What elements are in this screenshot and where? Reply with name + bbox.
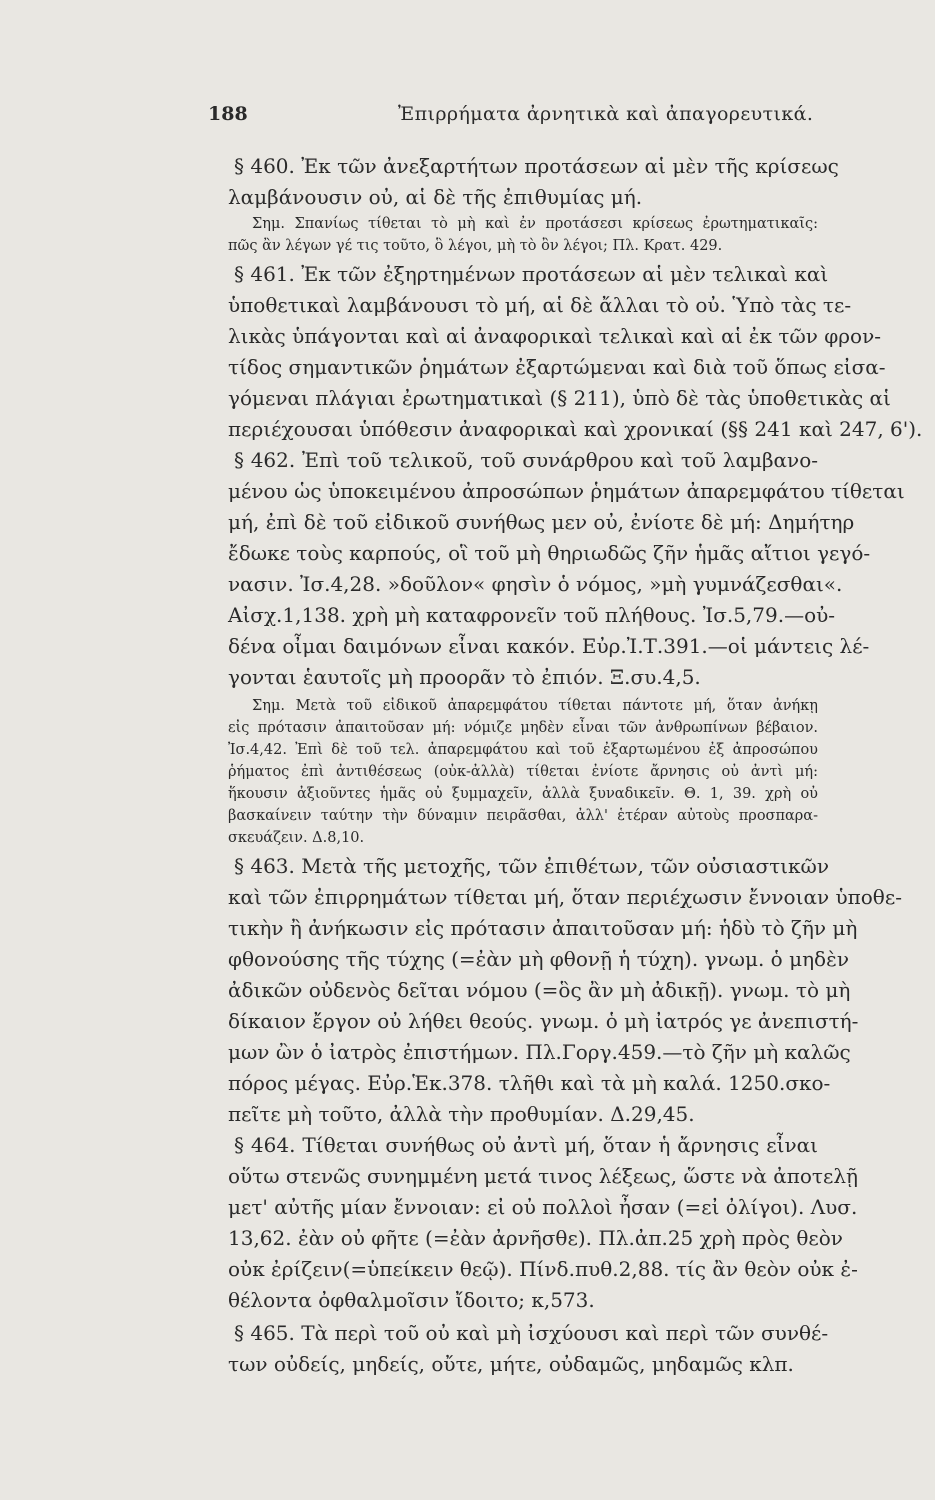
text-line: γονται ἑαυτοῖς μὴ προορᾶν τὸ ἐπιόν. Ξ.συ.4,5. bbox=[228, 665, 701, 689]
text-line: § 465. Τὰ περὶ τοῦ οὐ καὶ μὴ ἰσχύουσι καὶ περὶ τῶν συνθέ- bbox=[234, 1321, 829, 1345]
text-line: πεῖτε μὴ τοῦτο, ἀλλὰ τὴν προθυμίαν. Δ.29,45. bbox=[228, 1102, 695, 1126]
text-line: οὕτω στενῶς συνημμένη μετά τινος λέξεως, ὥστε νὰ ἀποτελῇ bbox=[228, 1164, 858, 1188]
text-line: § 460. Ἐκ τῶν ἀνεξαρτήτων προτάσεων αἱ μὲν τῆς κρίσεως bbox=[234, 154, 839, 178]
text-line: δένα οἶμαι δαιμόνων εἶναι κακόν. Εὐρ.Ἰ.Τ.391.—οἱ μάντεις λέ- bbox=[228, 634, 870, 658]
text-line: § 462. Ἐπὶ τοῦ τελικοῦ, τοῦ συνάρθρου καὶ τοῦ λαμβανο- bbox=[234, 448, 818, 472]
note-line: Ἰσ.4,42. Ἐπὶ δὲ τοῦ τελ. ἀπαρεμφάτου καὶ τοῦ ἐξαρτωμένου ἐξ ἀπροσώπου bbox=[228, 742, 818, 758]
text-line: γόμεναι πλάγιαι ἐρωτηματικαὶ (§ 211), ὑπὸ δὲ τὰς ὑποθετικὰς αἱ bbox=[228, 386, 891, 410]
running-title: Ἐπιρρήματα ἀρνητικὰ καὶ ἀπαγορευτικά. bbox=[398, 103, 814, 125]
text-line: § 461. Ἐκ τῶν ἐξηρτημένων προτάσεων αἱ μὲν τελικαὶ καὶ bbox=[234, 262, 829, 286]
text-line: μή, ἐπὶ δὲ τοῦ εἰδικοῦ συνήθως μεν οὐ, ἐνίοτε δὲ μή: Δημήτηρ bbox=[228, 510, 855, 534]
text-line: Αἰσχ.1,138. χρὴ μὴ καταφρονεῖν τοῦ πλήθους. Ἰσ.5,79.—οὐ- bbox=[228, 603, 836, 627]
page-number: 188 bbox=[208, 103, 248, 125]
note-line: ἥκουσιν ἀξιοῦντες ἡμᾶς οὐ ξυμμαχεῖν, ἀλλὰ ξυναδικεῖν. Θ. 1, 39. χρὴ οὐ bbox=[228, 786, 818, 802]
text-line: τικὴν ἢ ἀνήκωσιν εἰς πρότασιν ἀπαιτοῦσαν μή: ἡδὺ τὸ ζῆν μὴ bbox=[228, 916, 858, 940]
note-line: Σημ. Μετὰ τοῦ εἰδικοῦ ἀπαρεμφάτου τίθεται πάντοτε μή, ὅταν ἀνήκῃ bbox=[252, 698, 818, 714]
note-line: πῶς ἂν λέγων γέ τις τοῦτο, ὃ λέγοι, μὴ τὸ ὂν λέγοι; Πλ. Κρατ. 429. bbox=[228, 238, 723, 254]
text-line: φθονούσης τῆς τύχης (=ἐὰν μὴ φθονῇ ἡ τύχη). γνωμ. ὁ μηδὲν bbox=[228, 947, 849, 971]
text-line: πόρος μέγας. Εὐρ.Ἑκ.378. τλῆθι καὶ τὰ μὴ καλά. 1250.σκο- bbox=[228, 1071, 831, 1095]
text-line: λαμβάνουσιν οὐ, αἱ δὲ τῆς ἐπιθυμίας μή. bbox=[228, 185, 643, 209]
text-line: 13,62. ἐὰν οὐ φῆτε (=ἐὰν ἀρνῆσθε). Πλ.ἀπ.25 χρὴ πρὸς θεὸν bbox=[228, 1226, 843, 1250]
note-line: Σημ. Σπανίως τίθεται τὸ μὴ καὶ ἐν προτάσεσι κρίσεως ἐρωτηματικαῖς: bbox=[252, 216, 818, 232]
text-line: λικὰς ὑπάγονται καὶ αἱ ἀναφορικαὶ τελικαὶ καὶ αἱ ἐκ τῶν φρον- bbox=[228, 324, 881, 348]
text-line: μένου ὡς ὑποκειμένου ἀπροσώπων ῥημάτων ἀπαρεμφάτου τίθεται bbox=[228, 479, 905, 503]
text-line: δίκαιον ἔργον οὐ λήθει θεούς. γνωμ. ὁ μὴ ἰατρός γε ἀνεπιστή- bbox=[228, 1009, 859, 1033]
text-line: των οὐδείς, μηδείς, οὔτε, μήτε, οὐδαμῶς, μηδαμῶς κλπ. bbox=[228, 1352, 794, 1376]
text-line: νασιν. Ἰσ.4,28. »δοῦλον« φησὶν ὁ νόμος, »μὴ γυμνάζεσθαι«. bbox=[228, 572, 843, 596]
note-line: βασκαίνειν ταύτην τὴν δύναμιν πειρᾶσθαι, ἀλλ' ἑτέραν αὐτοὺς προσπαρα- bbox=[228, 808, 818, 824]
text-line: οὐκ ἐρίζειν(=ὑπείκειν θεῷ). Πίνδ.πυθ.2,88. τίς ἂν θεὸν οὐκ ἐ- bbox=[228, 1257, 858, 1281]
text-line: καὶ τῶν ἐπιρρημάτων τίθεται μή, ὅταν περιέχωσιν ἔννοιαν ὑποθε- bbox=[228, 885, 902, 909]
text-line: § 463. Μετὰ τῆς μετοχῆς, τῶν ἐπιθέτων, τῶν οὐσιαστικῶν bbox=[234, 854, 829, 878]
page-header bbox=[208, 103, 818, 133]
text-line: θέλοντα ὀφθαλμοῖσιν ἴδοιτο; κ,573. bbox=[228, 1288, 595, 1312]
note-line: εἰς πρότασιν ἀπαιτοῦσαν μή: νόμιζε μηδὲν εἶναι τῶν ἀνθρωπίνων βέβαιον. bbox=[228, 720, 818, 736]
text-line: μων ὢν ὁ ἰατρὸς ἐπιστήμων. Πλ.Γοργ.459.—τὸ ζῆν μὴ καλῶς bbox=[228, 1040, 851, 1064]
text-line: μετ' αὐτῆς μίαν ἔννοιαν: εἰ οὐ πολλοὶ ἦσαν (=εἰ ὀλίγοι). Λυσ. bbox=[228, 1195, 858, 1219]
text-line: ἀδικῶν οὐδενὸς δεῖται νόμου (=ὃς ἂν μὴ ἀδικῇ). γνωμ. τὸ μὴ bbox=[228, 978, 851, 1002]
note-line: σκευάζειν. Δ.8,10. bbox=[228, 830, 365, 846]
text-line: τίδος σημαντικῶν ῥημάτων ἐξαρτώμεναι καὶ διὰ τοῦ ὅπως εἰσα- bbox=[228, 355, 886, 379]
text-line: περιέχουσαι ὑπόθεσιν ἀναφορικαὶ καὶ χρονικαί (§§ 241 καὶ 247, 6'). bbox=[228, 417, 923, 441]
text-line: § 464. Τίθεται συνήθως οὐ ἀντὶ μή, ὅταν ἡ ἄρνησις εἶναι bbox=[234, 1133, 818, 1157]
note-line: ῥήματος ἐπὶ ἀντιθέσεως (οὐκ-ἀλλὰ) τίθεται ἐνίοτε ἄρνησις οὐ ἀντὶ μή: bbox=[228, 764, 818, 780]
body-text bbox=[228, 151, 923, 1380]
text-line: ὑποθετικαὶ λαμβάνουσι τὸ μή, αἱ δὲ ἄλλαι τὸ οὐ. Ὑπὸ τὰς τε- bbox=[228, 293, 852, 317]
text-line: ἔδωκε τοὺς καρπούς, οἳ τοῦ μὴ θηριωδῶς ζῆν ἡμᾶς αἴτιοι γεγό- bbox=[228, 541, 871, 565]
